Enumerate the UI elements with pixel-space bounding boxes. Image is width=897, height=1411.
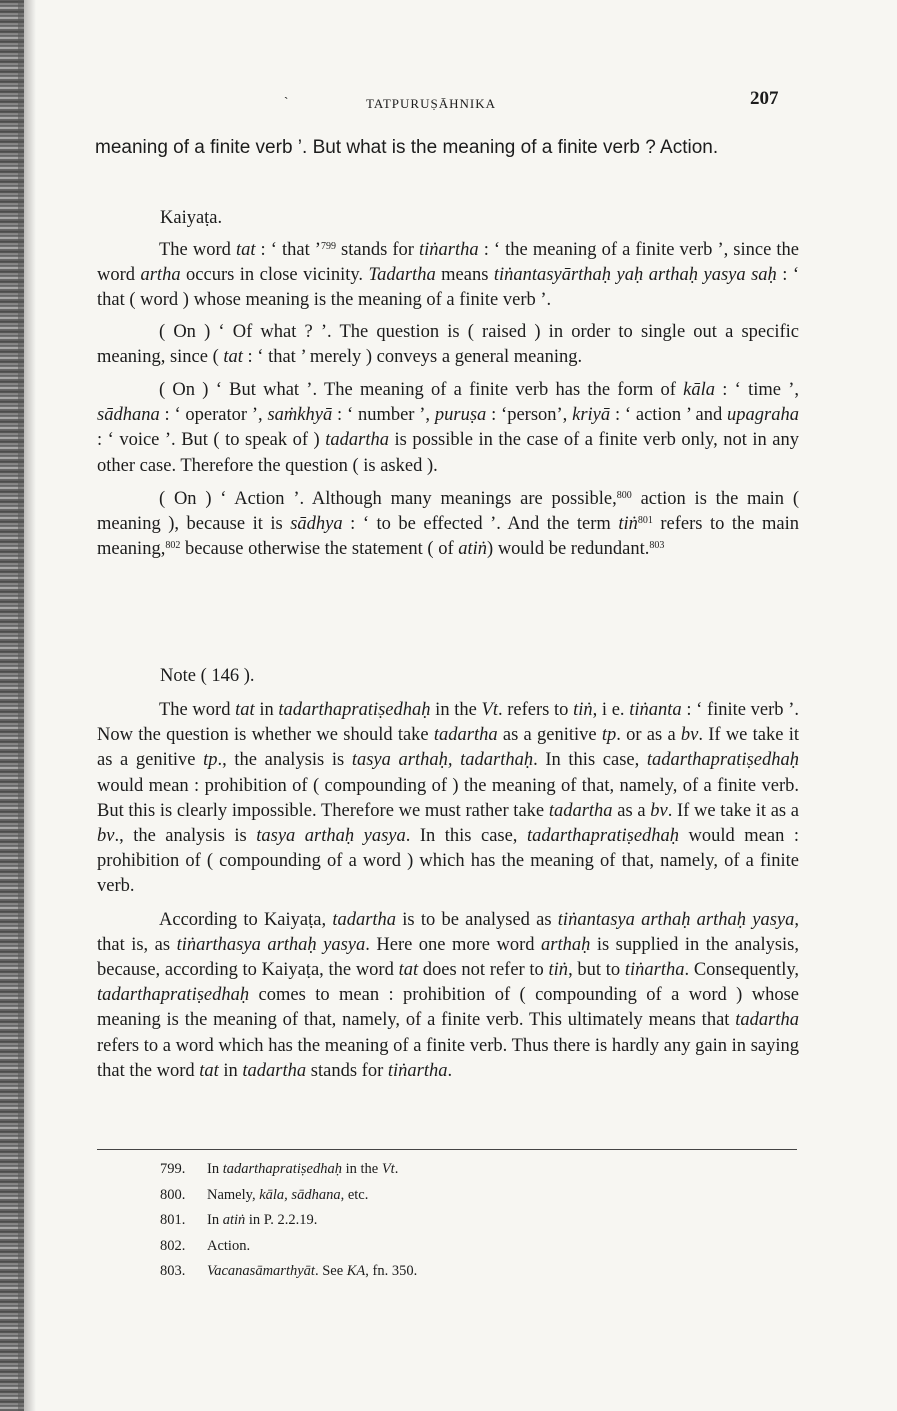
footnote-ref: 799 bbox=[320, 241, 336, 252]
kaiyata-commentary bbox=[97, 238, 799, 562]
footnote-divider bbox=[97, 1149, 797, 1150]
footnote-ref: 801 bbox=[637, 515, 653, 527]
note-body bbox=[97, 698, 799, 1084]
section-heading-kaiyata: Kaiyaṭa. bbox=[160, 208, 223, 228]
stray-mark: ˋ bbox=[284, 94, 289, 109]
footnote-ref: 803 bbox=[649, 540, 665, 552]
footnote-801: 801. In atiṅ in P. 2.2.19. bbox=[160, 1212, 318, 1228]
footnote-800: 800. Namely, kāla, sādhana, etc. bbox=[160, 1186, 369, 1203]
footnotes bbox=[160, 1157, 800, 1285]
paragraph-note-analysis: The word tat in tadarthapratiṣedhaḥ in the Vt. refers to tiṅ, i e. tiṅanta : ‘ finite verb ’. Now the question is whether we should take tadartha as a genitive tp. or as a bv. If we take it as a genitive tp., the analysis is tasya arthaḥ, tadarthaḥ. In this case, tadarthapratiṣedhaḥ would mean : prohibition of ( compounding of ) the meaning of that, namely, of a finite verb. But this is clearly impossible. Therefore we must rather take tadartha as a bv. If we take it as a bv., the analysis is tasya arthaḥ yasya. In this case, tadarthapratiṣedhaḥ would mean : prohibition of ( compounding of a word ) which has the meaning of that, namely, of a finite verb. bbox=[97, 700, 800, 897]
footnote-ref: 800 bbox=[616, 489, 632, 501]
lead-paragraph: meaning of a finite verb ’. But what is the meaning of a finite verb ? Action. bbox=[95, 137, 719, 158]
page-number: 207 bbox=[750, 88, 779, 109]
paragraph-kaiyata-analysis: According to Kaiyaṭa, tadartha is to be analysed as tiṅantasya arthaḥ arthaḥ yasya, that is, as tiṅarthasya arthaḥ yasya. Here one more word arthaḥ is supplied in the analysis, because, according to Kaiyaṭa, the word tat does not refer to tiṅ, but to tiṅartha. Consequently, tadarthapratiṣedhaḥ comes to mean : prohibition of ( compounding of a word ) whose meaning is the meaning of that, namely, of a finite verb. This ultimately means that tadartha refers to a word which has the meaning of a finite verb. Thus there is hardly any gain in saying that the word tat in tadartha stands for tiṅartha. bbox=[97, 909, 800, 1081]
section-heading-note: Note ( 146 ). bbox=[160, 666, 255, 686]
paragraph-but-what: ( On ) ‘ But what ’. The meaning of a finite verb has the form of kāla : ‘ time ’, sādhana : ‘ operator ’, saṁkhyā : ‘ number ’, puruṣa : ‘person’, kriyā : ‘ action ’ and upagraha : ‘ voice ’. But ( to speak of ) tadartha is possible in the case of a finite verb only, not in any other case. Therefore the question ( is asked ). bbox=[97, 380, 799, 476]
paragraph-tat-meaning: The word tat : ‘ that ’$^{799}$ stands for tiṅartha : ‘ the meaning of a finite verb ’, since the word artha occurs in close vicinity. Tadartha means tiṅantasyārthaḥ yaḥ arthaḥ yasya saḥ : ‘ that ( word ) whose meaning is the meaning of a finite verb ’. bbox=[97, 240, 799, 311]
paragraph-action: ( On ) ‘ Action ’. Although many meanings are possible,$^{800}$ action is the main ( meaning ), because it is sādhya : ‘ to be effected ’. And the term tiṅ$^{801}$ refers to the main meaning,$^{802}$ because otherwise the statement ( of atiṅ) would be redundant.$^{803}$ bbox=[97, 488, 799, 560]
book-binding-edge bbox=[0, 0, 24, 1411]
footnote-802: 802. Action. bbox=[160, 1237, 251, 1254]
footnote-799: 799. In tadarthapratiṣedhaḥ in the Vt. bbox=[160, 1161, 399, 1177]
footnote-ref: 802 bbox=[165, 540, 181, 552]
running-title: TATPURUṢĀHNIKA bbox=[366, 96, 496, 111]
paragraph-of-what: ( On ) ‘ Of what ? ’. The question is ( raised ) in order to single out a specific meaning, since ( tat : ‘ that ’ merely ) conveys a general meaning. bbox=[97, 321, 799, 367]
page-header bbox=[0, 88, 897, 114]
footnote-803: 803. Vacanasāmarthyāt. See KA, fn. 350. bbox=[160, 1263, 418, 1279]
